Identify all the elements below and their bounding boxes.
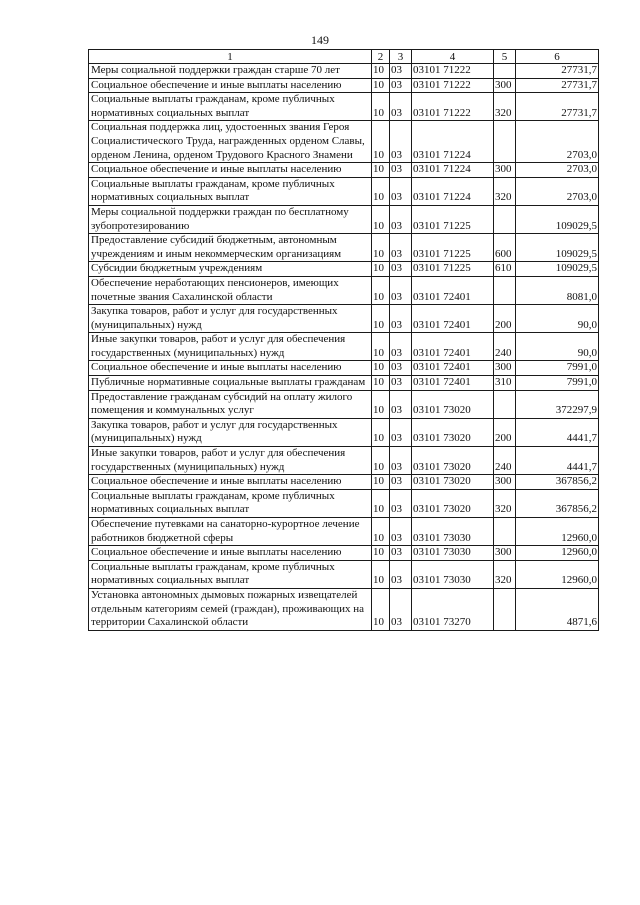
row-subsection-cell: 03 [390,262,412,277]
row-amount-cell: 2703,0 [516,121,599,163]
header-cell-2: 2 [372,50,390,64]
row-subsection-cell: 03 [390,489,412,517]
row-subsection-cell: 03 [390,305,412,333]
row-amount-cell: 27731,7 [516,64,599,79]
table-row [89,418,599,446]
row-section-cell: 10 [372,78,390,93]
row-section-cell: 10 [372,234,390,262]
row-amount-cell: 12960,0 [516,518,599,546]
row-name-cell: Иные закупки товаров, работ и услуг для обеспечения государственных (муниципальных) нужд [89,447,372,475]
row-section-cell: 10 [372,588,390,630]
row-expense-type-cell: 300 [494,546,516,561]
row-name-cell: Предоставление гражданам субсидий на оплату жилого помещения и коммунальных услуг [89,390,372,418]
row-section-cell: 10 [372,64,390,79]
row-target-article-cell: 03101 71225 [412,262,494,277]
table-row [89,447,599,475]
row-subsection-cell: 03 [390,560,412,588]
table-row [89,333,599,361]
table-row [89,518,599,546]
row-name-cell: Социальное обеспечение и иные выплаты населению [89,475,372,490]
row-amount-cell: 90,0 [516,305,599,333]
row-section-cell: 10 [372,93,390,121]
row-name-cell: Социальное обеспечение и иные выплаты населению [89,163,372,178]
row-amount-cell: 367856,2 [516,475,599,490]
row-section-cell: 10 [372,333,390,361]
row-expense-type-cell: 300 [494,361,516,376]
row-expense-type-cell: 320 [494,560,516,588]
row-target-article-cell: 03101 73020 [412,447,494,475]
row-target-article-cell: 03101 71222 [412,93,494,121]
row-amount-cell: 12960,0 [516,546,599,561]
row-target-article-cell: 03101 73030 [412,560,494,588]
row-expense-type-cell: 600 [494,234,516,262]
row-amount-cell: 12960,0 [516,560,599,588]
page-number: 149 [311,33,329,47]
row-section-cell: 10 [372,121,390,163]
table-row [89,177,599,205]
row-name-cell: Установка автономных дымовых пожарных извещателей отдельным категориям семей (граждан), проживающих на территории Сахалинской области [89,588,372,630]
row-subsection-cell: 03 [390,376,412,391]
row-subsection-cell: 03 [390,361,412,376]
header-cell-4: 4 [412,50,494,64]
row-amount-cell: 7991,0 [516,361,599,376]
row-name-cell: Обеспечение неработающих пенсионеров, имеющих почетные звания Сахалинской области [89,276,372,304]
row-name-cell: Социальная поддержка лиц, удостоенных звания Героя Социалистического Труда, награжденных орденом Славы, орденом Ленина, орденом Трудового Красного Знамени [89,121,372,163]
row-target-article-cell: 03101 72401 [412,376,494,391]
row-section-cell: 10 [372,546,390,561]
row-subsection-cell: 03 [390,333,412,361]
header-cell-6: 6 [516,50,599,64]
row-name-cell: Закупка товаров, работ и услуг для государственных (муниципальных) нужд [89,305,372,333]
row-section-cell: 10 [372,376,390,391]
row-name-cell: Иные закупки товаров, работ и услуг для обеспечения государственных (муниципальных) нужд [89,333,372,361]
row-expense-type-cell [494,205,516,233]
row-amount-cell: 90,0 [516,333,599,361]
row-section-cell: 10 [372,390,390,418]
row-section-cell: 10 [372,163,390,178]
table-header-row [89,50,599,64]
row-subsection-cell: 03 [390,205,412,233]
row-target-article-cell: 03101 71224 [412,121,494,163]
header-cell-5: 5 [494,50,516,64]
row-name-cell: Меры социальной поддержки граждан старше 70 лет [89,64,372,79]
row-target-article-cell: 03101 73020 [412,489,494,517]
row-section-cell: 10 [372,447,390,475]
row-target-article-cell: 03101 71224 [412,177,494,205]
row-target-article-cell: 03101 72401 [412,276,494,304]
row-name-cell: Обеспечение путевками на санаторно-курортное лечение работников бюджетной сферы [89,518,372,546]
row-amount-cell: 109029,5 [516,205,599,233]
row-expense-type-cell: 240 [494,447,516,475]
header-cell-3: 3 [390,50,412,64]
row-name-cell: Предоставление субсидий бюджетным, автономным учреждениям и иным некоммерческим организациям [89,234,372,262]
row-subsection-cell: 03 [390,93,412,121]
row-target-article-cell: 03101 73020 [412,418,494,446]
table-row [89,361,599,376]
row-section-cell: 10 [372,205,390,233]
table-row [89,262,599,277]
row-name-cell: Социальные выплаты гражданам, кроме публичных нормативных социальных выплат [89,489,372,517]
row-expense-type-cell: 300 [494,163,516,178]
row-target-article-cell: 03101 71224 [412,163,494,178]
row-name-cell: Субсидии бюджетным учреждениям [89,262,372,277]
row-amount-cell: 4441,7 [516,418,599,446]
row-amount-cell: 27731,7 [516,78,599,93]
row-target-article-cell: 03101 72401 [412,333,494,361]
row-amount-cell: 27731,7 [516,93,599,121]
row-subsection-cell: 03 [390,234,412,262]
row-target-article-cell: 03101 72401 [412,305,494,333]
table-row [89,546,599,561]
row-name-cell: Меры социальной поддержки граждан по бесплатному зубопротезированию [89,205,372,233]
table-row [89,93,599,121]
row-expense-type-cell [494,588,516,630]
row-target-article-cell: 03101 71225 [412,205,494,233]
table-row [89,305,599,333]
row-name-cell: Закупка товаров, работ и услуг для государственных (муниципальных) нужд [89,418,372,446]
row-subsection-cell: 03 [390,78,412,93]
row-section-cell: 10 [372,418,390,446]
row-expense-type-cell: 320 [494,489,516,517]
row-expense-type-cell: 240 [494,333,516,361]
row-target-article-cell: 03101 71222 [412,64,494,79]
row-expense-type-cell [494,64,516,79]
table-body [89,64,599,631]
row-subsection-cell: 03 [390,163,412,178]
row-expense-type-cell: 200 [494,305,516,333]
row-amount-cell: 2703,0 [516,177,599,205]
row-target-article-cell: 03101 71222 [412,78,494,93]
row-amount-cell: 372297,9 [516,390,599,418]
row-section-cell: 10 [372,262,390,277]
table-row [89,205,599,233]
row-name-cell: Публичные нормативные социальные выплаты гражданам [89,376,372,391]
row-section-cell: 10 [372,305,390,333]
table-row [89,78,599,93]
row-amount-cell: 8081,0 [516,276,599,304]
row-name-cell: Социальное обеспечение и иные выплаты населению [89,546,372,561]
row-target-article-cell: 03101 73270 [412,588,494,630]
row-expense-type-cell: 610 [494,262,516,277]
row-amount-cell: 2703,0 [516,163,599,178]
row-section-cell: 10 [372,276,390,304]
row-amount-cell: 4871,6 [516,588,599,630]
row-subsection-cell: 03 [390,276,412,304]
row-expense-type-cell: 320 [494,177,516,205]
row-target-article-cell: 03101 73020 [412,390,494,418]
table-row [89,560,599,588]
row-expense-type-cell [494,518,516,546]
row-amount-cell: 367856,2 [516,489,599,517]
row-expense-type-cell: 310 [494,376,516,391]
row-subsection-cell: 03 [390,546,412,561]
row-name-cell: Социальное обеспечение и иные выплаты населению [89,78,372,93]
row-subsection-cell: 03 [390,475,412,490]
table-row [89,64,599,79]
row-target-article-cell: 03101 72401 [412,361,494,376]
row-subsection-cell: 03 [390,447,412,475]
row-amount-cell: 109029,5 [516,262,599,277]
table-row [89,390,599,418]
table-row [89,588,599,630]
table-row [89,276,599,304]
row-expense-type-cell: 300 [494,475,516,490]
row-expense-type-cell [494,390,516,418]
row-subsection-cell: 03 [390,588,412,630]
table-row [89,163,599,178]
row-amount-cell: 109029,5 [516,234,599,262]
row-subsection-cell: 03 [390,64,412,79]
row-expense-type-cell: 300 [494,78,516,93]
row-name-cell: Социальное обеспечение и иные выплаты населению [89,361,372,376]
row-target-article-cell: 03101 71225 [412,234,494,262]
row-section-cell: 10 [372,475,390,490]
row-expense-type-cell: 200 [494,418,516,446]
row-target-article-cell: 03101 73030 [412,518,494,546]
row-amount-cell: 7991,0 [516,376,599,391]
row-expense-type-cell: 320 [494,93,516,121]
row-expense-type-cell [494,121,516,163]
table-row [89,489,599,517]
table-row [89,475,599,490]
row-subsection-cell: 03 [390,177,412,205]
row-subsection-cell: 03 [390,390,412,418]
row-name-cell: Социальные выплаты гражданам, кроме публичных нормативных социальных выплат [89,560,372,588]
header-cell-1: 1 [89,50,372,64]
table-row [89,234,599,262]
row-amount-cell: 4441,7 [516,447,599,475]
row-expense-type-cell [494,276,516,304]
row-subsection-cell: 03 [390,418,412,446]
row-section-cell: 10 [372,560,390,588]
row-name-cell: Социальные выплаты гражданам, кроме публичных нормативных социальных выплат [89,177,372,205]
table-row [89,376,599,391]
budget-table [88,49,599,631]
row-section-cell: 10 [372,361,390,376]
row-section-cell: 10 [372,489,390,517]
table-row [89,121,599,163]
row-subsection-cell: 03 [390,518,412,546]
row-section-cell: 10 [372,177,390,205]
row-name-cell: Социальные выплаты гражданам, кроме публичных нормативных социальных выплат [89,93,372,121]
row-subsection-cell: 03 [390,121,412,163]
row-section-cell: 10 [372,518,390,546]
row-target-article-cell: 03101 73030 [412,546,494,561]
row-target-article-cell: 03101 73020 [412,475,494,490]
